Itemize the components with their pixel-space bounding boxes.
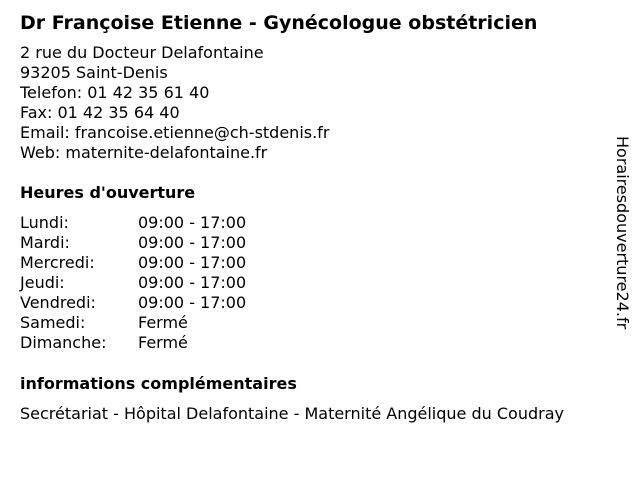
fax-number: Fax: 01 42 35 64 40 bbox=[20, 103, 180, 122]
contact-block bbox=[20, 43, 329, 163]
day-label: Jeudi: bbox=[20, 273, 65, 292]
day-hours: 09:00 - 17:00 bbox=[138, 273, 247, 292]
day-hours: 09:00 - 17:00 bbox=[138, 253, 247, 272]
day-hours: 09:00 - 17:00 bbox=[138, 293, 247, 312]
day-label: Dimanche: bbox=[20, 333, 107, 352]
opening-hours-heading: Heures d'ouverture bbox=[20, 183, 196, 202]
day-label: Mardi: bbox=[20, 233, 70, 252]
website: Web: maternite-delafontaine.fr bbox=[20, 143, 268, 162]
day-label: Vendredi: bbox=[20, 293, 96, 312]
page-title: Dr Françoise Etienne - Gynécologue obstétricien bbox=[20, 12, 538, 34]
day-label: Samedi: bbox=[20, 313, 86, 332]
site-watermark bbox=[612, 136, 632, 344]
day-hours: 09:00 - 17:00 bbox=[138, 233, 247, 252]
address-city: 93205 Saint-Denis bbox=[20, 63, 168, 82]
email-address: Email: francoise.etienne@ch-stdenis.fr bbox=[20, 123, 330, 142]
day-hours: 09:00 - 17:00 bbox=[138, 213, 247, 232]
site-watermark-text: Horairesdouverture24.fr bbox=[613, 136, 632, 330]
day-hours: Fermé bbox=[138, 333, 188, 352]
day-label: Lundi: bbox=[20, 213, 69, 232]
address-street: 2 rue du Docteur Delafontaine bbox=[20, 43, 264, 62]
day-label: Mercredi: bbox=[20, 253, 95, 272]
additional-info-text: Secrétariat - Hôpital Delafontaine - Maternité Angélique du Coudray bbox=[20, 404, 564, 423]
additional-info-heading: informations complémentaires bbox=[20, 374, 297, 393]
phone-number: Telefon: 01 42 35 61 40 bbox=[20, 83, 210, 102]
day-hours: Fermé bbox=[138, 313, 188, 332]
